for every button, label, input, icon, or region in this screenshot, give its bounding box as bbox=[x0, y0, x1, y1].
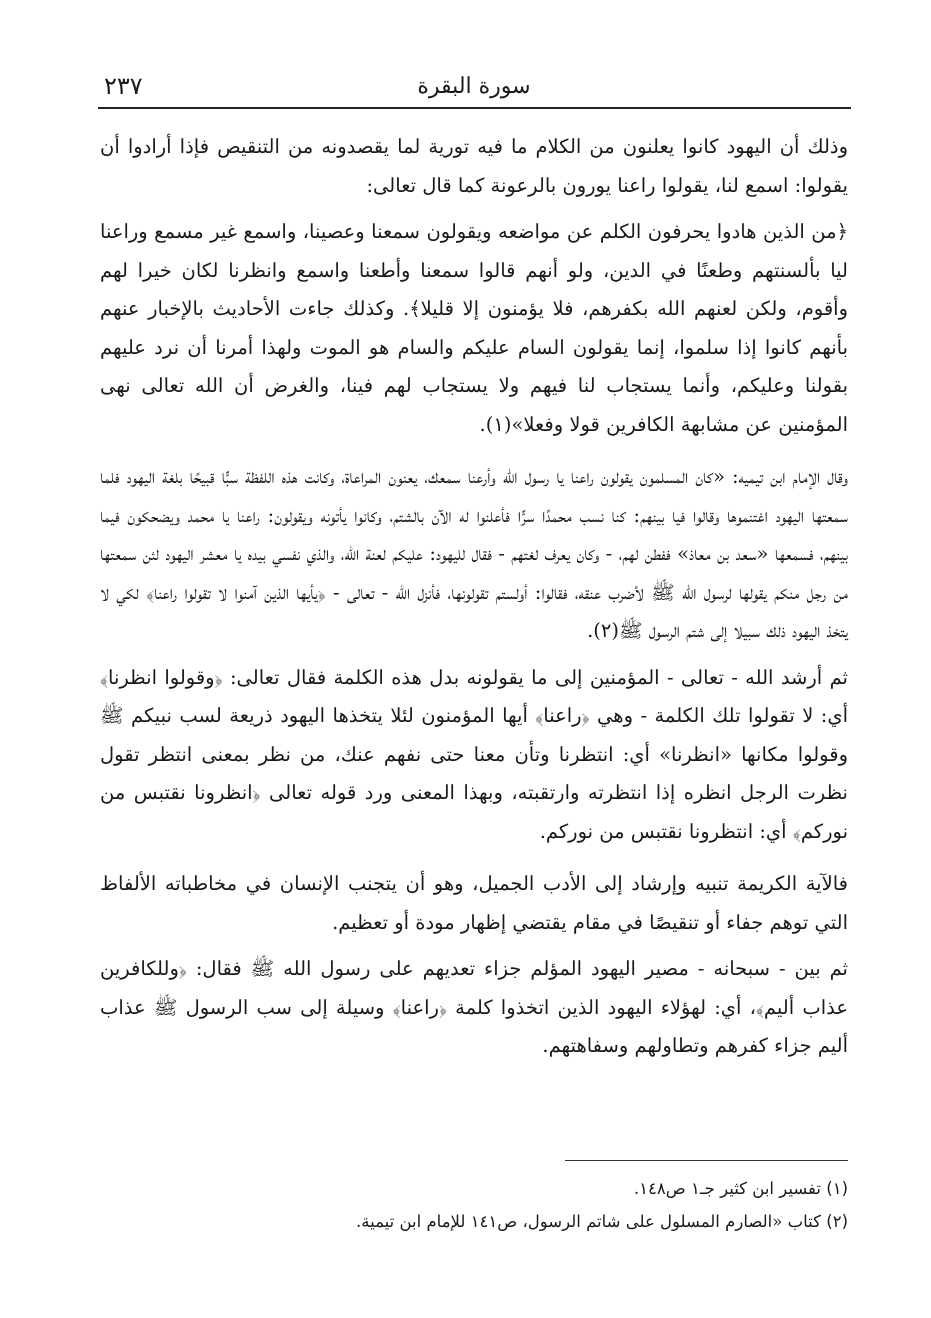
footnote-text: كتاب «الصارم المسلول على شاتم الرسول، ص١٤١ للإمام ابن تيمية. bbox=[356, 1212, 821, 1231]
footnote-text: تفسير ابن كثير جـ١ ص١٤٨. bbox=[633, 1179, 821, 1198]
footnote-number: (١) bbox=[826, 1179, 848, 1198]
footnote-separator bbox=[565, 1160, 848, 1161]
footnote-number: (٢) bbox=[826, 1212, 848, 1231]
paragraph-punishment: ثم بين - سبحانه - مصير اليهود المؤلم جزاء تعديهم على رسول الله ﷺ فقال: ﴿وللكافرين عذاب أليم﴾، أي: لهؤلاء اليهود الذين اتخذوا كلمة ﴿راعنا﴾ وسيلة إلى سب الرسول ﷺ عذاب أليم جزاء كفرهم وتطاولهم وسفاهتهم. bbox=[100, 957, 848, 1057]
paragraph-guidance: ثم أرشد الله - تعالى - المؤمنين إلى ما يقولونه بدل هذه الكلمة فقال تعالى: ﴿وقولوا انظرنا﴾ أي: لا تقولوا تلك الكلمة - وهي ﴿راعنا﴾ أيها المؤمنون لئلا يتخذها اليهود ذريعة لسب نبيكم ﷺ وقولوا مكانها «انظرنا» أي: انتظرنا وتأن معنا حتى نفهم عنك، من نظر بمعنى انتظر تقول نظرت الرجل انظره إذا انتظرته وارتقبته، وبهذا المعنى ورد قوله تعالى ﴿انظرونا نقتبس من نوركم﴾ أي: انتظرونا نقتبس من نوركم. bbox=[100, 665, 848, 843]
page-header bbox=[100, 70, 848, 106]
main-text bbox=[100, 128, 848, 1066]
paragraph-quran-quote: ﴿من الذين هادوا يحرفون الكلم عن مواضعه ويقولون سمعنا وعصينا، واسمع غير مسمع وراعنا ليا بألسنتهم وطعنًا في الدين، ولو أنهم قالوا سمعنا وأطعنا واسمع وانظرنا لكان خيرا لهم وأقوم، ولكن لعنهم الله بكفرهم، فلا يؤمنون إلا قليلا﴾. وكذلك جاءت الأحاديث بالإخبار عنهم بأنهم كانوا إذا سلموا، إنما يقولون السام عليكم والسام هو الموت ولهذا أمرنا أن نرد عليهم بقولنا وعليكم، وأنما يستجاب لنا فيهم ولا يستجاب لهم فينا، والغرض أن الله تعالى نهى المؤمنين عن مشابهة الكافرين قولا وفعلا»(١). bbox=[100, 220, 848, 436]
paragraph-ibn-taymiyyah: وقال الإمام ابن تيميه: «كان المسلمون يقولون راعنا يا رسول الله وأرعنا سمعك، يعنون المراعاة، وكانت هذه اللفظة سبًّا قبيحًا بلغة اليهود فلما سمعتها اليهود اغتنموها وقالوا فيا بينهم: كنا نسب محمدًا سرًّا فأعلنوا له الآن بالشتم، وكانوا يأتونه ويقولون: راعنا يا محمد ويضحكون فيما بينهم، فسمعها «سعد بن معاذ» ففطن لهم، - وكان يعرف لغتهم - فقال لليهود: عليكم لعنة الله، والذي نفسي بيده يا معشر اليهود لئن سمعتها من رجل منكم يقولها لرسول الله ﷺ لأضرب عنقه، فقالوا: أولستم تقولونها، فأنزل الله - تعالى - ﴿يأيها الذين آمنوا لا تقولوا راعنا﴾ لكي لا يتخذ اليهود ذلك سبيلا إلى شتم الرسول ﷺ(٢). bbox=[100, 465, 848, 642]
page-number: ٢٣٧ bbox=[104, 72, 143, 100]
paragraph-lesson: فالآية الكريمة تنبيه وإرشاد إلى الأدب الجميل، وهو أن يتجنب الإنسان في مخاطباته الألفاظ التي توهم جفاء أو تنقيصًا في مقام يقتضي إظهار مودة أو تعظيم. bbox=[100, 872, 848, 934]
paragraph-intro: وذلك أن اليهود كانوا يعلنون من الكلام ما فيه تورية لما يقصدونه من التنقيص فإذا أرادوا أن يقولوا: اسمع لنا، يقولوا راعنا يورون بالرعونة كما قال تعالى: bbox=[100, 135, 848, 197]
footnote-item bbox=[300, 1172, 848, 1205]
header-rule bbox=[98, 107, 851, 109]
footnote-item bbox=[300, 1205, 848, 1238]
footnotes bbox=[300, 1172, 848, 1238]
running-title: سورة البقرة bbox=[417, 74, 531, 99]
